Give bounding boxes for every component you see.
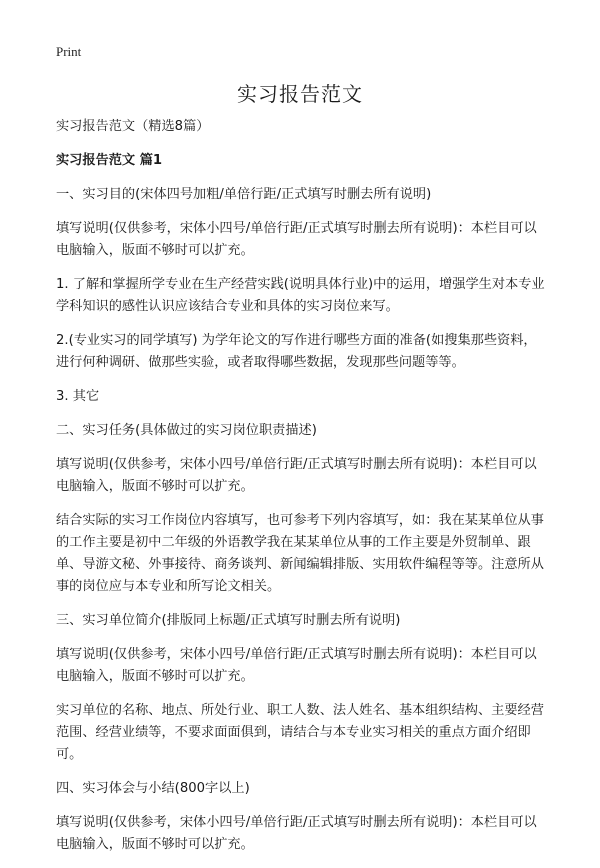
- paragraph: 填写说明(仅供参考，宋体小四号/单倍行距/正式填写时删去所有说明)：本栏目可以电脑输入，版面不够时可以扩充。: [56, 221, 537, 258]
- paragraph: 一、实习目的(宋体四号加粗/单倍行距/正式填写时删去所有说明): [56, 187, 432, 202]
- paragraph: 实习单位的名称、地点、所处行业、职工人数、法人姓名、基本组织结构、主要经营范围、经营业绩等，不要求面面俱到，请结合与本专业实习相关的重点方面介绍即可。: [56, 703, 544, 762]
- document-body: [56, 116, 546, 868]
- print-link[interactable]: Print: [56, 44, 82, 59]
- paragraph: 2.(专业实习的同学填写) 为学年论文的写作进行哪些方面的准备(如搜集那些资料，进行何种调研、做那些实验，或者取得哪些数据，发现那些问题等等。: [56, 333, 537, 370]
- section-heading: 实习报告范文 篇1: [56, 153, 163, 168]
- paragraph: 二、实习任务(具体做过的实习岗位职责描述): [56, 423, 317, 438]
- paragraph: 三、实习单位简介(排版同上标题/正式填写时删去所有说明): [56, 613, 401, 628]
- page-title: 实习报告范文: [237, 82, 363, 106]
- paragraph: 填写说明(仅供参考，宋体小四号/单倍行距/正式填写时删去所有说明)：本栏目可以电脑输入，版面不够时可以扩充。: [56, 815, 537, 852]
- paragraph: 填写说明(仅供参考，宋体小四号/单倍行距/正式填写时删去所有说明)：本栏目可以电脑输入，版面不够时可以扩充。: [56, 647, 537, 684]
- paragraph: 结合实际的实习工作岗位内容填写，也可参考下列内容填写，如：我在某某单位从事的工作主要是初中二年级的外语教学我在某某单位从事的工作主要是外贸制单、跟单、导游文秘、外事接待、商务谈判、新闻编辑排版、实用软件编程等等。注意所从事的岗位应与本专业和所写论文相关。: [56, 513, 544, 594]
- paragraph: 填写说明(仅供参考，宋体小四号/单倍行距/正式填写时删去所有说明)：本栏目可以电脑输入，版面不够时可以扩充。: [56, 457, 537, 494]
- document-subtitle: 实习报告范文（精选8篇）: [56, 119, 210, 134]
- paragraph: 四、实习体会与小结(800字以上): [56, 781, 250, 796]
- paragraph: 3. 其它: [56, 389, 100, 404]
- paragraph: 1. 了解和掌握所学专业在生产经营实践(说明具体行业)中的运用，增强学生对本专业学科知识的感性认识应该结合专业和具体的实习岗位来写。: [56, 277, 545, 314]
